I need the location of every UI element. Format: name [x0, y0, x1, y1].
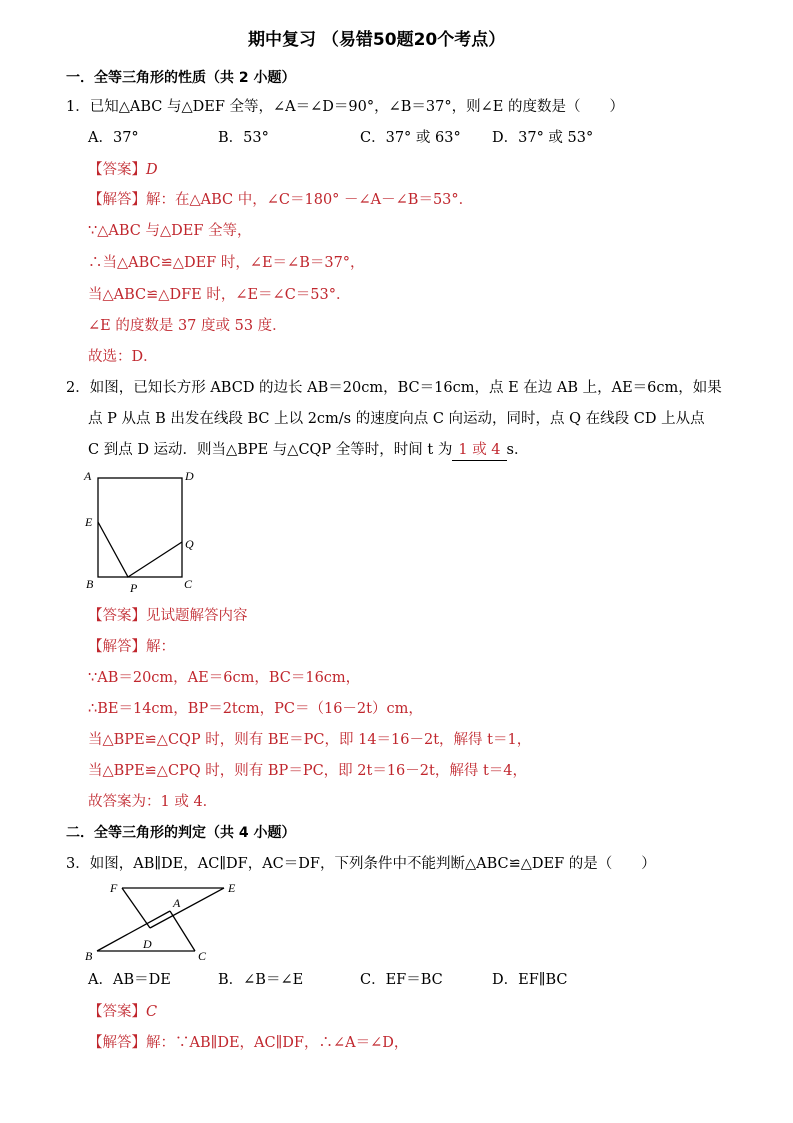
q1-option-a: A．37° — [88, 130, 139, 146]
label-c: C — [198, 949, 207, 963]
q2-stem-line-2: 点 P 从点 B 出发在线段 BC 上以 2cm/s 的速度向点 C 向运动，同时，点 Q 在线段 CD 上从点 — [88, 411, 705, 427]
q3-answer — [88, 1002, 157, 1022]
q1-solution-line-3: ∴当△ABC≌△DEF 时，∠E＝∠B＝37°， — [88, 255, 365, 271]
q2-stem-prefix: C 到点 D 运动．则当△BPE 与△CQP 全等时，时间 t 为 — [88, 442, 453, 458]
line-d-e — [150, 888, 224, 928]
rectangle-abcd — [98, 478, 182, 577]
q2-solution-head — [88, 637, 175, 657]
label-a: A — [173, 896, 181, 910]
q3-option-b: B．∠B＝∠E — [218, 972, 304, 988]
segment-e-p-q — [98, 522, 182, 577]
label-q: Q — [185, 537, 194, 551]
q3-parallelogram-figure — [80, 878, 250, 963]
q2-rectangle-figure — [80, 466, 220, 596]
answer-value: D — [146, 162, 158, 178]
q2-answer — [88, 606, 248, 626]
label-p: P — [130, 581, 138, 595]
answer-tag: 【答案】 — [88, 162, 146, 178]
answer-value: 见试题解答内容 — [146, 608, 248, 624]
q2-stem-line-1: 2．如图，已知长方形 ABCD 的边长 AB＝20cm，BC＝16cm，点 E 在边 AB 上，AE＝6cm，如果 — [66, 380, 722, 396]
label-e: E — [228, 881, 236, 895]
label-f: F — [110, 881, 118, 895]
label-d: D — [143, 937, 152, 951]
line-f-d — [122, 888, 150, 928]
q3-stem: 3．如图，AB∥DE，AC∥DF，AC＝DF，下列条件中不能判断△ABC≌△DEF 的是（ ） — [66, 856, 656, 872]
line-b-a — [97, 911, 170, 951]
q2-stem-suffix: s． — [506, 442, 529, 458]
q2-stem-line-3 — [88, 440, 528, 461]
label-d: D — [185, 469, 194, 483]
q3-option-d: D．EF∥BC — [492, 972, 568, 988]
solution-text: 解： — [146, 639, 175, 655]
line-a-c — [170, 911, 195, 951]
q1-answer — [88, 160, 158, 180]
solution-tag: 【解答】 — [88, 192, 146, 208]
solution-tag: 【解答】 — [88, 639, 146, 655]
q2-answer-blank: 1 或 4 — [452, 440, 506, 461]
q3-option-c: C．EF＝BC — [360, 972, 443, 988]
q1-option-d: D．37° 或 53° — [492, 130, 594, 146]
label-b: B — [85, 949, 93, 963]
q1-solution-line-4: 当△ABC≌△DFE 时，∠E＝∠C＝53°． — [88, 287, 351, 303]
solution-text: 解：在△ABC 中，∠C＝180° －∠A－∠B＝53°． — [146, 192, 474, 208]
q2-solution-line-2: ∴BE＝14cm，BP＝2tcm，PC＝（16－2t）cm， — [88, 701, 423, 717]
section-heading-1: 一．全等三角形的性质（共 2 小题） — [66, 70, 296, 86]
page-title: 期中复习 （易错50题20个考点） — [248, 30, 506, 50]
q1-solution-line-2: ∵△ABC 与△DEF 全等， — [88, 223, 252, 239]
q1-solution-line-5: ∠E 的度数是 37 度或 53 度． — [88, 318, 287, 334]
q1-option-c: C．37° 或 63° — [360, 130, 461, 146]
answer-value: C — [146, 1004, 158, 1020]
q1-solution-line-6: 故选：D． — [88, 349, 158, 365]
answer-tag: 【答案】 — [88, 1004, 146, 1020]
q3-option-a: A．AB＝DE — [88, 972, 171, 988]
label-a: A — [84, 469, 92, 483]
label-b: B — [86, 577, 94, 591]
q1-option-b: B．53° — [218, 130, 269, 146]
section-heading-2: 二．全等三角形的判定（共 4 小题） — [66, 825, 296, 841]
q1-stem: 1．已知△ABC 与△DEF 全等，∠A＝∠D＝90°，∠B＝37°，则∠E 的度数是（ ） — [66, 99, 624, 115]
q2-solution-line-4: 当△BPE≌△CPQ 时，则有 BP＝PC，即 2t＝16－2t，解得 t＝4， — [88, 763, 527, 779]
answer-tag: 【答案】 — [88, 608, 146, 624]
q2-solution-line-5: 故答案为：1 或 4． — [88, 794, 218, 810]
q2-solution-line-3: 当△BPE≌△CQP 时，则有 BE＝PC，即 14＝16－2t，解得 t＝1， — [88, 732, 532, 748]
q1-solution-line-1 — [88, 190, 473, 210]
solution-tag: 【解答】 — [88, 1035, 146, 1051]
q3-solution-line-1 — [88, 1033, 408, 1053]
q2-solution-line-1: ∵AB＝20cm，AE＝6cm，BC＝16cm， — [88, 670, 361, 686]
label-c: C — [184, 577, 193, 591]
label-e: E — [85, 515, 93, 529]
solution-text: 解：∵AB∥DE，AC∥DF，∴∠A＝∠D， — [146, 1035, 409, 1051]
